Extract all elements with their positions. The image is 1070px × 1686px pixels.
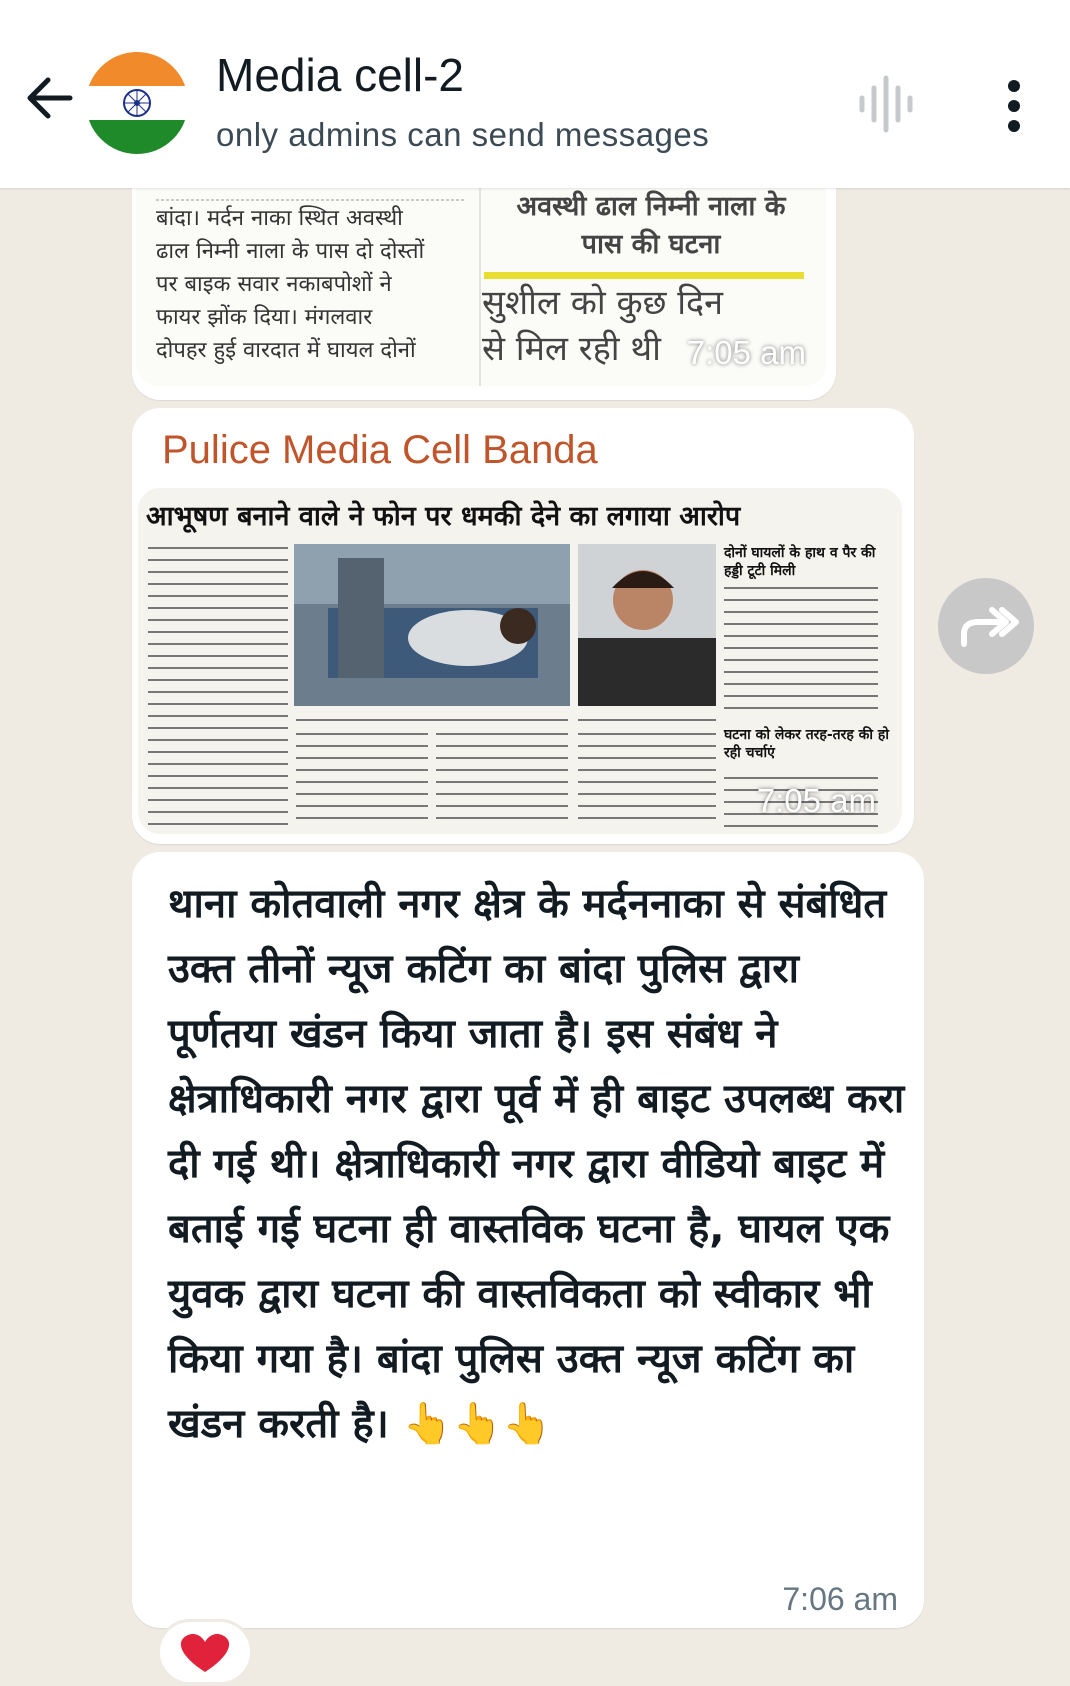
clip-text-line: फायर झोंक दिया। मंगलवार xyxy=(156,305,373,330)
clip-headline: आभूषण बनाने वाले ने फोन पर धमकी देने का लगाया आरोप xyxy=(146,501,741,532)
sender-name[interactable]: Pulice Media Cell Banda xyxy=(162,428,598,472)
message-body: थाना कोतवाली नगर क्षेत्र के मर्दननाका से संबंधित उक्त तीनों न्यूज कटिंग का बांदा पुलिस द्वारा पूर्णतया खंडन किया जाता है। इस संबंध ने क्षेत्राधिकारी नगर द्वारा पूर्व में ही बाइट उपलब्ध करा दी गई थी। क्षेत्राधिकारी नगर द्वारा वीडियो बाइट में बताई गई घटना ही वास्तविक घटना है, घायल एक युवक द्वारा घटना की वास्तविकता को स्वीकार भी किया गया है। बांदा पुलिस उक्त न्यूज कटिंग का खंडन करती है। xyxy=(168,881,905,1447)
clip-subhead-line: से मिल रही थी xyxy=(482,329,661,369)
text-message-bubble[interactable] xyxy=(132,852,924,1628)
message-time: 7:05 am xyxy=(686,334,806,371)
message-text xyxy=(168,872,908,1457)
clip-side-headline-2: घटना को लेकर तरह-तरह की हो रही चर्चाएं xyxy=(724,727,889,761)
clip-text-line: पर बाइक सवार नकाबपोशों ने xyxy=(156,272,392,297)
clip-text-line: बांदा। मर्दन नाका स्थित अवस्थी xyxy=(156,206,403,231)
group-avatar[interactable] xyxy=(86,52,188,154)
message-time: 7:06 am xyxy=(782,1581,898,1617)
newspaper-clipping-image[interactable] xyxy=(138,488,902,834)
heart-icon xyxy=(160,1622,250,1682)
pointing-up-emoji: 👆👆👆 xyxy=(402,1401,553,1447)
back-arrow-icon[interactable] xyxy=(22,70,78,126)
group-name[interactable]: Media cell-2 xyxy=(216,49,464,101)
forward-icon xyxy=(938,578,1034,674)
clip-side-headline: दोनों घायलों के हाथ व पैर की हड्डी टूटी मिली xyxy=(724,545,876,579)
message-time: 7:05 am xyxy=(756,782,876,819)
more-vertical-icon[interactable] xyxy=(996,78,1032,134)
group-subtitle: only admins can send messages xyxy=(216,116,710,153)
audio-call-icon[interactable] xyxy=(856,72,916,136)
clip-text-line: ढाल निम्नी नाला के पास दो दोस्तों xyxy=(156,239,425,264)
image-message-bubble[interactable] xyxy=(132,408,914,844)
clip-subhead-line: सुशील को कुछ दिन xyxy=(482,283,723,323)
clip-text-line: दोपहर हुई वारदात में घायल दोनों xyxy=(156,338,416,363)
clip-headline-line: अवस्थी ढाल निम्नी नाला के xyxy=(516,191,786,222)
clip-headline-line: पास की घटना xyxy=(581,229,721,260)
message-reaction[interactable] xyxy=(160,1622,250,1682)
chat-header xyxy=(0,0,1070,188)
forward-button[interactable] xyxy=(938,578,1034,674)
